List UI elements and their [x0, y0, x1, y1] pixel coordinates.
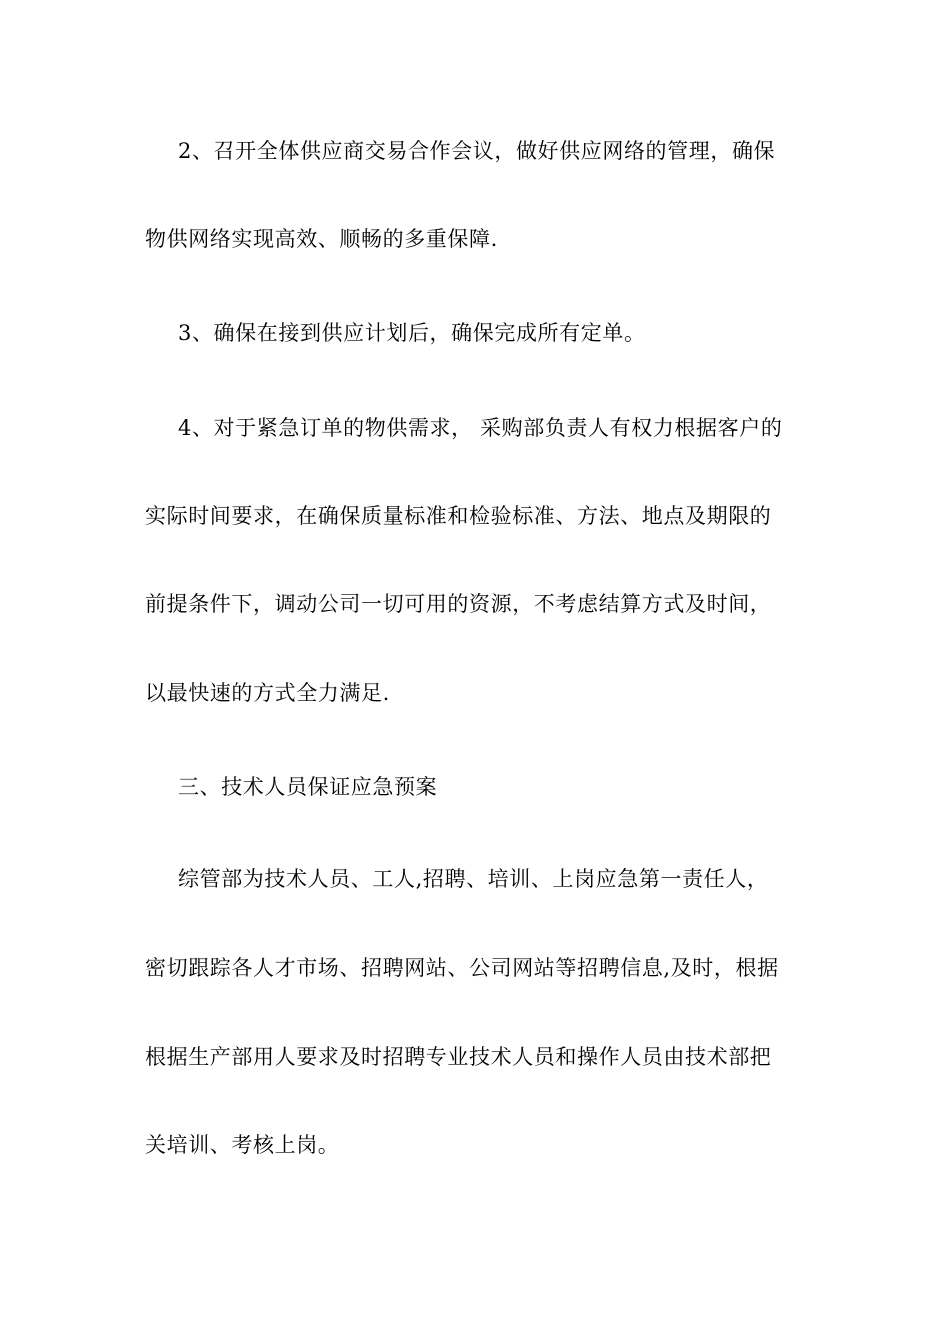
paragraph-line: 根据生产部用人要求及时招聘专业技术人员和操作人员由技术部把	[145, 1045, 772, 1069]
paragraph-line: 以最快速的方式全力满足.	[145, 681, 390, 705]
paragraph-line: 关培训、考核上岗。	[145, 1133, 340, 1157]
paragraph-line: 前提条件下，调动公司一切可用的资源，不考虑结算方式及时间，	[145, 592, 772, 616]
section-heading: 三、技术人员保证应急预案	[178, 775, 438, 799]
paragraph-line: 密切跟踪各人才市场、招聘网站、公司网站等招聘信息,及时，根据	[145, 956, 779, 980]
paragraph-line: 实际时间要求，在确保质量标准和检验标准、方法、地点及期限的	[145, 504, 772, 528]
paragraph-line: 3、确保在接到供应计划后，确保完成所有定单。	[178, 321, 646, 345]
paragraph-line: 4、对于紧急订单的物供需求， 采购部负责人有权力根据客户的	[178, 416, 783, 440]
paragraph-line: 物供网络实现高效、顺畅的多重保障.	[145, 227, 498, 251]
paragraph-line: 综管部为技术人员、工人,招聘、培训、上岗应急第一责任人，	[178, 867, 769, 891]
paragraph-line: 2、召开全体供应商交易合作会议，做好供应网络的管理，确保	[178, 139, 776, 163]
